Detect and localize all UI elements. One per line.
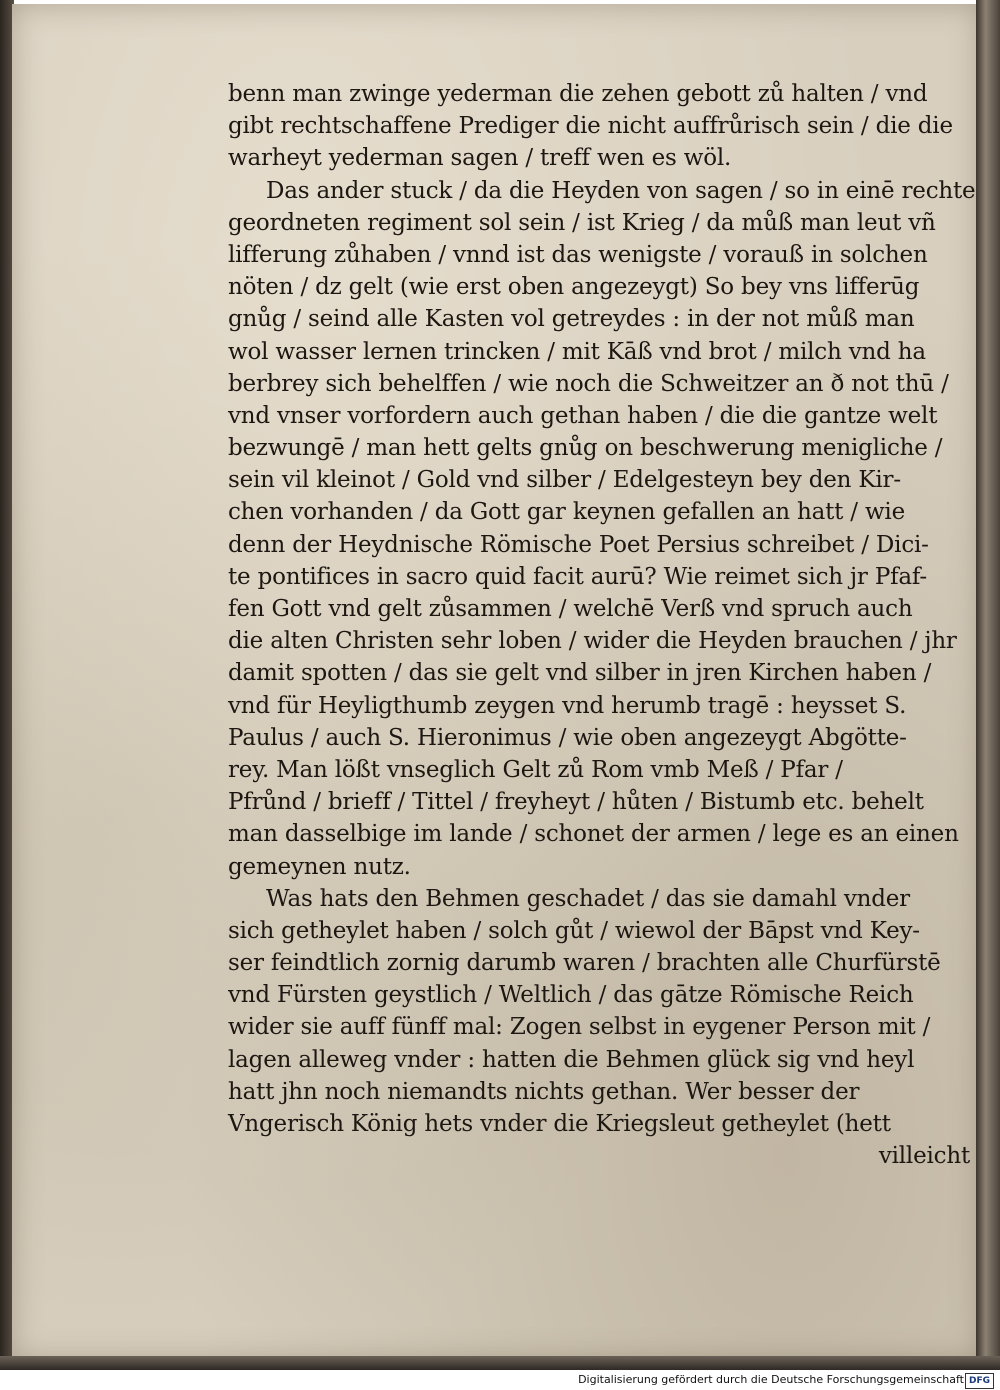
text-line: vnd vnser vorfordern auch gethan haben / die die gantze welt bbox=[228, 402, 938, 429]
text-line: lagen alleweg vnder : hatten die Behmen glück sig vnd heyl bbox=[228, 1046, 915, 1073]
text-line: damit spotten / das sie gelt vnd silber in jren Kirchen haben / bbox=[228, 660, 932, 687]
text-line: Vngerisch König hets vnder die Kriegsleut getheylet (hett bbox=[228, 1111, 891, 1137]
text-line: geordneten regiment sol sein / ist Krieg / da můß man leut vñ bbox=[228, 209, 936, 236]
text-line: wol wasser lernen trincken / mit Kāß vnd brot / milch vnd ha bbox=[228, 338, 926, 365]
text-line: berbrey sich behelffen / wie noch die Schweitzer an ð not thū / bbox=[228, 370, 949, 397]
text-line: sein vil kleinot / Gold vnd silber / Edelgesteyn bey den Kir- bbox=[228, 467, 901, 494]
page-text bbox=[228, 78, 976, 1172]
text-line: hatt jhn noch niemandts nichts gethan. Wer besser der bbox=[228, 1078, 860, 1105]
text-line: lifferung zůhaben / vnnd ist das wenigste / vorauß in solchen bbox=[228, 241, 928, 268]
catchword: villeicht bbox=[878, 1143, 970, 1170]
text-line: die alten Christen sehr loben / wider die Heyden brauchen / jhr bbox=[228, 628, 957, 655]
text-line: sich getheylet haben / solch gůt / wiewol der Bāpst vnd Key- bbox=[228, 917, 920, 944]
text-line: gemeynen nutz. bbox=[228, 853, 411, 880]
text-line: Paulus / auch S. Hieronimus / wie oben angezeygt Abgötte- bbox=[228, 724, 907, 751]
text-line: chen vorhanden / da Gott gar keynen gefallen an hatt / wie bbox=[228, 499, 905, 526]
text-line: benn man zwinge yederman die zehen gebott zů halten / vnd bbox=[228, 81, 928, 107]
text-line: gibt rechtschaffene Prediger die nicht auffrůrisch sein / die die bbox=[228, 113, 953, 140]
text-line: nöten / dz gelt (wie erst oben angezeygt) So bey vns lifferūg bbox=[228, 274, 920, 301]
text-line: wider sie auff fünff mal: Zogen selbst in eygener Person mit / bbox=[228, 1014, 931, 1041]
paragraph-start-line: Was hats den Behmen geschadet / das sie damahl vnder bbox=[266, 885, 910, 912]
text-line: man dasselbige im lande / schonet der armen / lege es an einen bbox=[228, 821, 959, 848]
bottom-page-edge bbox=[0, 1356, 1000, 1370]
text-line: ser feindtlich zornig darumb waren / brachten alle Churfürstē bbox=[228, 950, 941, 977]
text-line: warheyt yederman sagen / treff wen es wöl. bbox=[228, 145, 732, 172]
digitization-credit: Digitalisierung gefördert durch die Deutsche Forschungsgemeinschaft bbox=[578, 1373, 964, 1386]
text-line: Pfrůnd / brieff / Tittel / freyheyt / hůten / Bistumb etc. behelt bbox=[228, 789, 924, 816]
right-page-edge bbox=[976, 0, 1000, 1368]
text-line: gnůg / seind alle Kasten vol getreydes : in der not můß man bbox=[228, 306, 915, 333]
text-line: denn der Heydnische Römische Poet Persius schreibet / Dici- bbox=[228, 531, 929, 558]
text-line: bezwungē / man hett gelts gnůg on beschwerung menigliche / bbox=[228, 435, 943, 462]
text-line: vnd für Heyligthumb zeygen vnd herumb tragē : heysset S. bbox=[228, 692, 907, 719]
dfg-logo-icon: DFG bbox=[965, 1373, 994, 1389]
paragraph-start-line: Das ander stuck / da die Heyden von sagen / so in einē rechte bbox=[266, 177, 976, 204]
text-line: fen Gott vnd gelt zůsammen / welchē Verß vnd spruch auch bbox=[228, 596, 913, 622]
text-line: te pontifices in sacro quid facit aurū? Wie reimet sich jr Pfaf- bbox=[228, 563, 927, 590]
text-line: vnd Fürsten geystlich / Weltlich / das gātze Römische Reich bbox=[228, 982, 914, 1009]
text-line: rey. Man lößt vnseglich Gelt zů Rom vmb Meß / Pfar / bbox=[228, 756, 843, 783]
